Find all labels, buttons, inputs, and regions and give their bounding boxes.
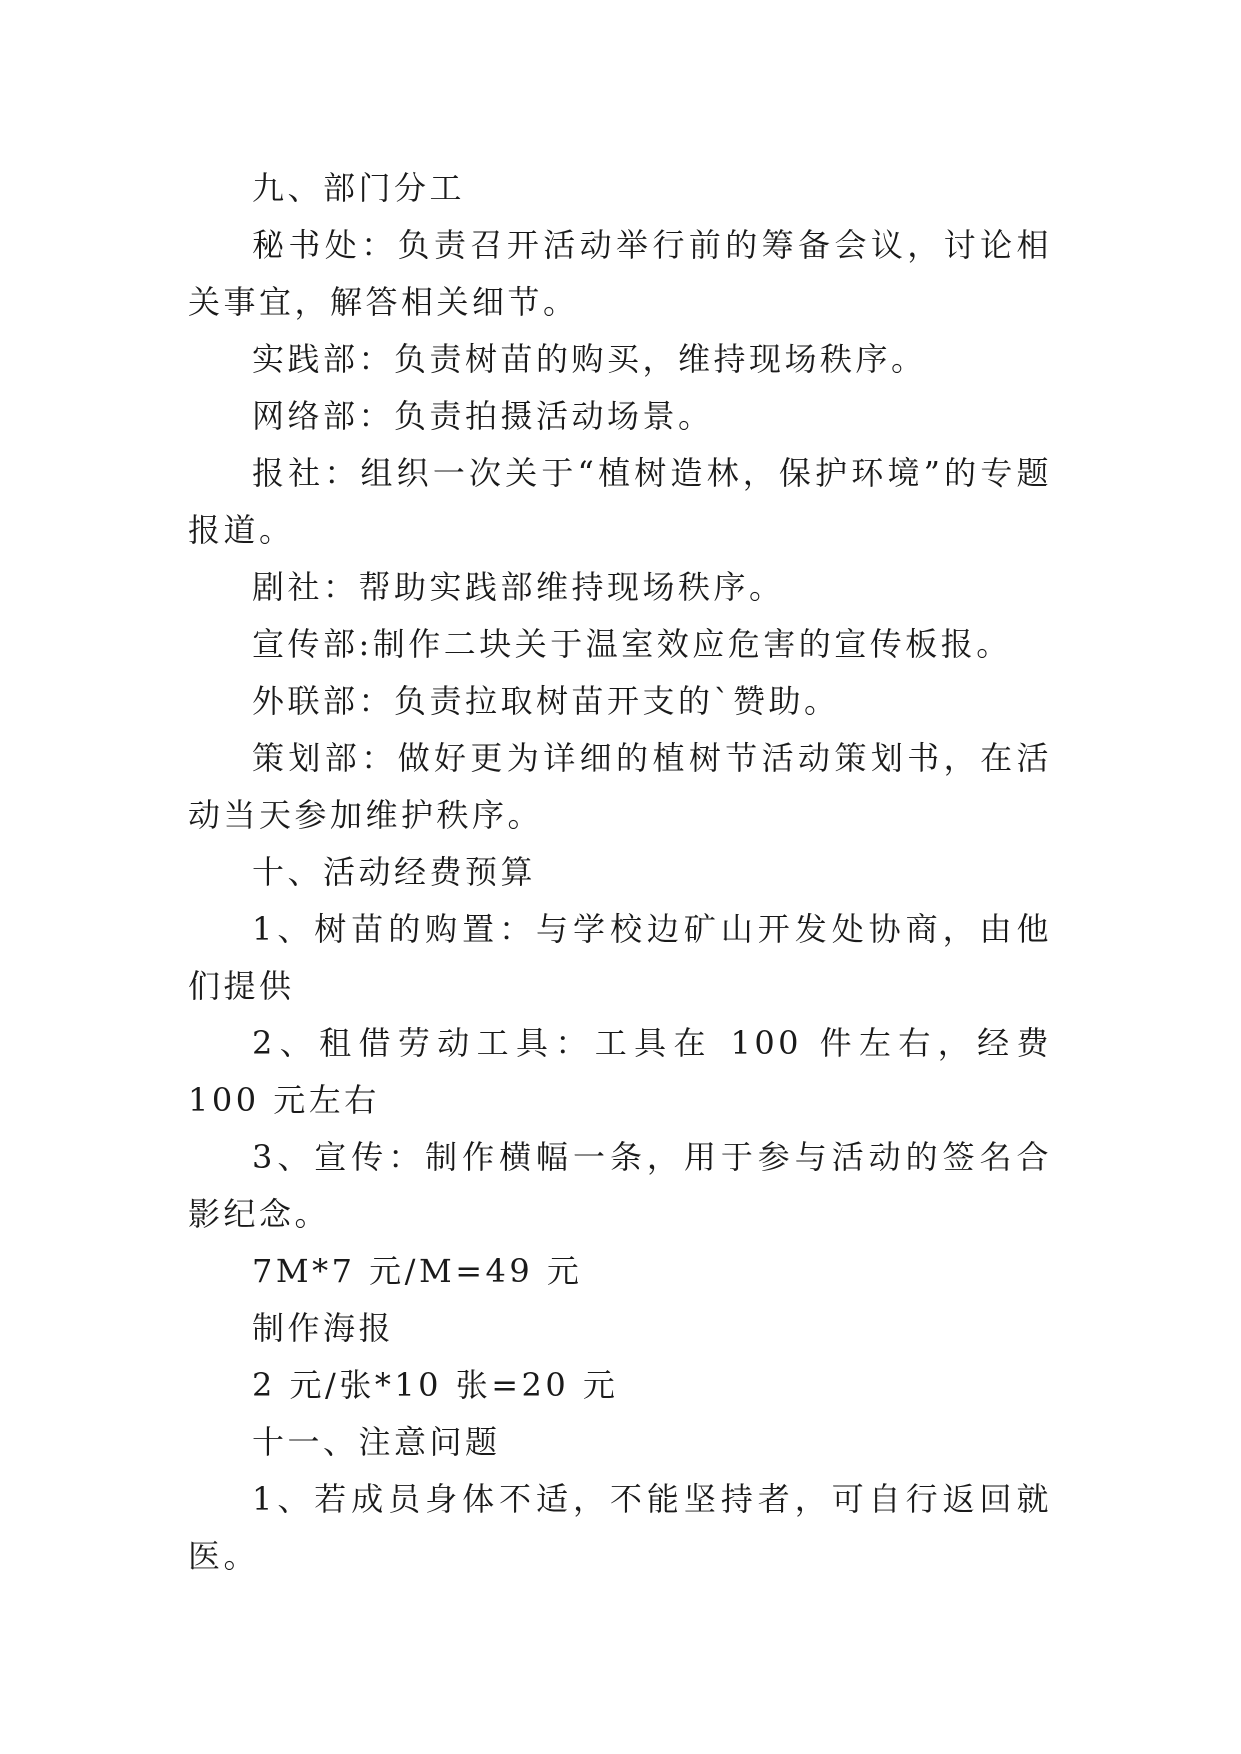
budget-line-poster: 制作海报 bbox=[252, 1309, 395, 1347]
paragraph-planning-dept: 策划部：做好更为详细的植树节活动策划书，在活动当天参加维护秩序。 bbox=[188, 739, 1052, 834]
paragraph-secretariat: 秘书处：负责召开活动举行前的筹备会议，讨论相关事宜，解答相关细节。 bbox=[188, 226, 1052, 321]
budget-line-poster-cost: 2 元/张*10 张=20 元 bbox=[252, 1366, 619, 1404]
budget-item-saplings: 1、树苗的购置：与学校边矿山开发处协商，由他们提供 bbox=[188, 910, 1052, 1005]
paragraph-practice-dept: 实践部：负责树苗的购买，维持现场秩序。 bbox=[252, 340, 927, 378]
budget-line-banner-cost: 7M*7 元/M=49 元 bbox=[252, 1252, 583, 1290]
paragraph-publicity-dept: 宣传部:制作二块关于温室效应危害的宣传板报。 bbox=[252, 625, 1012, 663]
section-heading-notes: 十一、注意问题 bbox=[252, 1423, 501, 1461]
paragraph-network-dept: 网络部：负责拍摄活动场景。 bbox=[252, 397, 714, 435]
budget-item-tools: 2、租借劳动工具：工具在 100 件左右，经费 100 元左右 bbox=[188, 1024, 1052, 1119]
paragraph-external-relations: 外联部：负责拉取树苗开支的`赞助。 bbox=[252, 682, 840, 720]
section-heading-division-of-labor: 九、部门分工 bbox=[252, 169, 466, 207]
budget-item-publicity: 3、宣传：制作横幅一条，用于参与活动的签名合影纪念。 bbox=[188, 1138, 1052, 1233]
section-heading-budget: 十、活动经费预算 bbox=[252, 853, 537, 891]
paragraph-newspaper: 报社：组织一次关于“植树造林，保护环境”的专题报道。 bbox=[188, 454, 1052, 549]
document-body bbox=[188, 160, 1052, 1585]
paragraph-drama-club: 剧社：帮助实践部维持现场秩序。 bbox=[252, 568, 785, 606]
note-item-1: 1、若成员身体不适，不能坚持者，可自行返回就医。 bbox=[188, 1480, 1052, 1575]
